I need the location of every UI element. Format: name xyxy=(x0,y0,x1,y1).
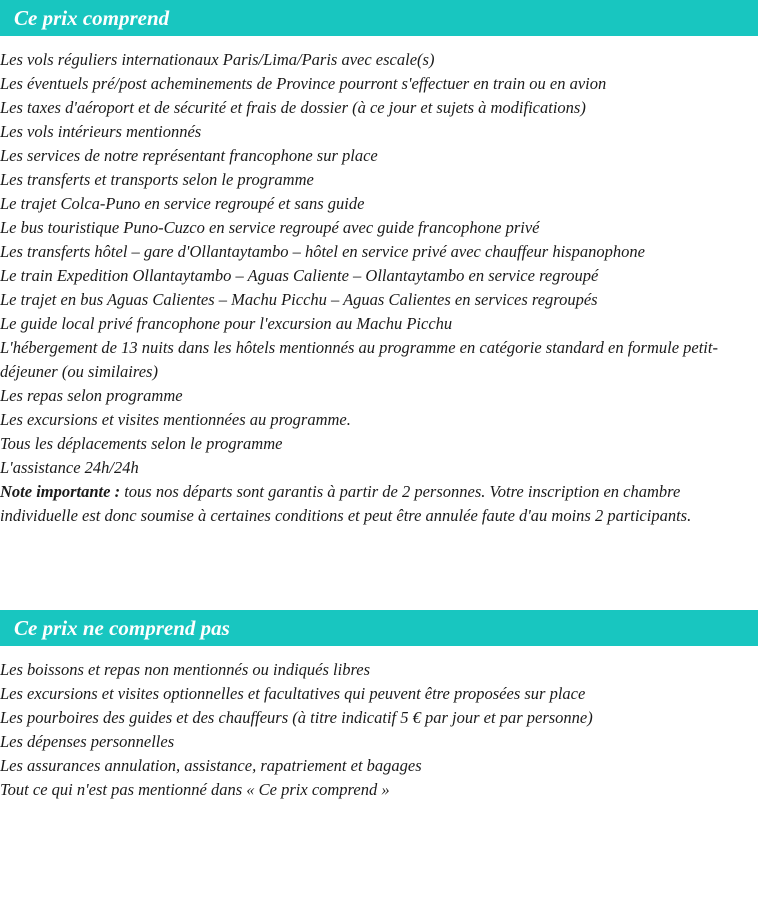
list-item: Les repas selon programme xyxy=(0,386,183,405)
included-list xyxy=(0,48,758,480)
list-item: Les vols réguliers internationaux Paris/Lima/Paris avec escale(s) xyxy=(0,50,435,69)
list-item: Le trajet en bus Aguas Calientes – Machu Picchu – Aguas Calientes en services regroupés xyxy=(0,290,598,309)
important-note-label: Note importante : xyxy=(0,482,121,501)
section-title-not-included: Ce prix ne comprend pas xyxy=(0,610,758,646)
list-item: Les excursions et visites mentionnées au programme. xyxy=(0,410,351,429)
list-item: L'hébergement de 13 nuits dans les hôtels mentionnés au programme en catégorie standard en formule petit-déjeuner (ou similaires) xyxy=(0,338,718,381)
important-note xyxy=(0,480,752,528)
list-item: Tous les déplacements selon le programme xyxy=(0,434,283,453)
section-not-included xyxy=(0,610,758,802)
important-note-text: tous nos départs sont garantis à partir de 2 personnes. Votre inscription en chambre individuelle est donc soumise à certaines conditions et peut être annulée faute d'au moins 2 participants. xyxy=(0,482,692,525)
list-item: Les taxes d'aéroport et de sécurité et frais de dossier (à ce jour et sujets à modifications) xyxy=(0,98,586,117)
list-item: Le trajet Colca-Puno en service regroupé et sans guide xyxy=(0,194,365,213)
list-item: Les pourboires des guides et des chauffeurs (à titre indicatif 5 € par jour et par personne) xyxy=(0,708,593,727)
not-included-list xyxy=(0,658,758,802)
list-item: Les assurances annulation, assistance, rapatriement et bagages xyxy=(0,756,422,775)
list-item: Les services de notre représentant francophone sur place xyxy=(0,146,378,165)
list-item: Le bus touristique Puno-Cuzco en service regroupé avec guide francophone privé xyxy=(0,218,540,237)
section-title-included: Ce prix comprend xyxy=(0,0,758,36)
list-item: Le train Expedition Ollantaytambo – Aguas Caliente – Ollantaytambo en service regroupé xyxy=(0,266,599,285)
list-item: Le guide local privé francophone pour l'excursion au Machu Picchu xyxy=(0,314,453,333)
list-item: Les éventuels pré/post acheminements de Province pourront s'effectuer en train ou en avion xyxy=(0,74,607,93)
section-body-not-included xyxy=(0,646,758,802)
list-item: Les excursions et visites optionnelles et facultatives qui peuvent être proposées sur place xyxy=(0,684,586,703)
section-spacer xyxy=(0,528,758,610)
list-item: Les transferts et transports selon le programme xyxy=(0,170,314,189)
list-item: Les vols intérieurs mentionnés xyxy=(0,122,202,141)
list-item: Les boissons et repas non mentionnés ou indiqués libres xyxy=(0,660,371,679)
list-item: Les dépenses personnelles xyxy=(0,732,175,751)
list-item: Tout ce qui n'est pas mentionné dans « Ce prix comprend » xyxy=(0,780,390,799)
section-body-included xyxy=(0,36,758,528)
list-item: L'assistance 24h/24h xyxy=(0,458,139,477)
list-item: Les transferts hôtel – gare d'Ollantaytambo – hôtel en service privé avec chauffeur hispanophone xyxy=(0,242,645,261)
